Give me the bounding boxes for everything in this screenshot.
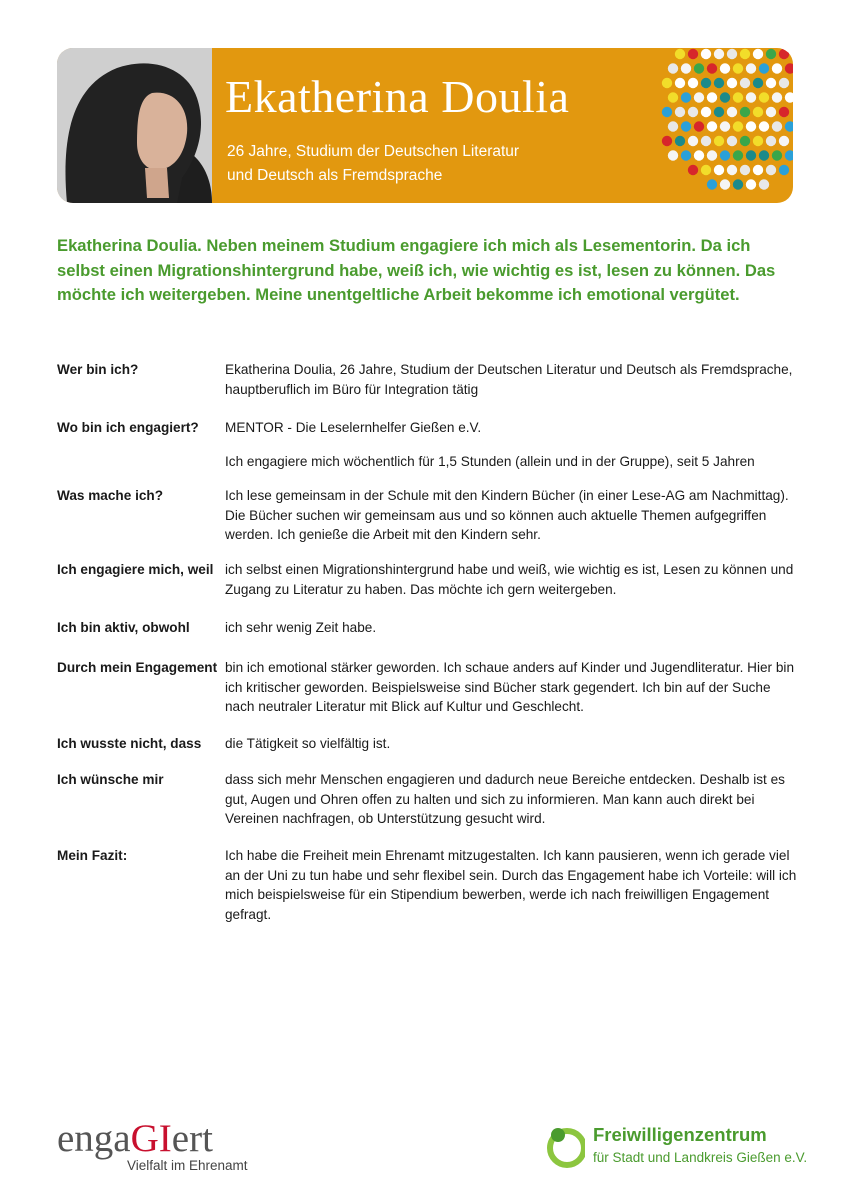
portrait-photo [57, 48, 212, 203]
pattern-dot [753, 107, 763, 117]
pattern-dot [740, 165, 750, 175]
pattern-dot [675, 49, 685, 59]
pattern-dot [707, 121, 717, 131]
pattern-dot [779, 107, 789, 117]
row-text [225, 734, 797, 754]
pattern-dot [662, 107, 672, 117]
pattern-dot [785, 150, 793, 160]
pattern-dot [740, 136, 750, 146]
pattern-dot [688, 165, 698, 175]
row-label: Ich wusste nicht, dass [57, 736, 202, 751]
row-paragraph: Ich lese gemeinsam in der Schule mit den Kindern Bücher (in einer Lese-AG am Nachmittag). Die Bücher suchen wir gemeinsam aus und so können auch aktuelle Themen aufgegriffen werden. Ich genieße die Arbeit mit den Kindern sehr. [225, 488, 789, 542]
pattern-dot [694, 121, 704, 131]
pattern-dot [714, 165, 724, 175]
row-paragraph: MENTOR - Die Leselernhelfer Gießen e.V. [225, 420, 482, 435]
pattern-dot [707, 150, 717, 160]
page-title: Ekatherina Doulia [225, 71, 570, 122]
subtitle-line-1: 26 Jahre, Studium der Deutschen Literatur [227, 143, 520, 160]
header-banner [57, 48, 793, 203]
pattern-dot [727, 107, 737, 117]
pattern-dot [681, 63, 691, 73]
pattern-dot [733, 179, 743, 189]
pattern-dot [707, 63, 717, 73]
pattern-dot [753, 78, 763, 88]
row-paragraph: Ich habe die Freiheit mein Ehrenamt mitzugestalten. Ich kann pausieren, wenn ich gerade viel an der Uni zu tun habe und sehr flexibel sein. Durch das Engagement habe ich Vorteile: will ich mich beispielsweise für ein Stipendium bewerben, werde ich nach freiwilligen Engagement gefragt. [225, 848, 797, 922]
pattern-dot [720, 150, 730, 160]
pattern-dot [746, 150, 756, 160]
row-text [225, 560, 797, 599]
pattern-dot [772, 150, 782, 160]
pattern-dot [720, 63, 730, 73]
pattern-dot [779, 136, 789, 146]
pattern-dot [668, 92, 678, 102]
pattern-dot [668, 121, 678, 131]
row-text [225, 360, 797, 399]
pattern-dot [688, 136, 698, 146]
pattern-dot [759, 179, 769, 189]
row-text [225, 418, 797, 471]
pattern-dot [681, 121, 691, 131]
pattern-dot [701, 49, 711, 59]
pattern-dot [740, 49, 750, 59]
pattern-dot [720, 92, 730, 102]
pattern-dot [753, 136, 763, 146]
pattern-dot [720, 121, 730, 131]
row-text [225, 770, 797, 829]
row-paragraph: Ekatherina Doulia, 26 Jahre, Studium der Deutschen Literatur und Deutsch als Fremdsprache, hauptberuflich im Büro für Integration tätig [225, 362, 793, 397]
pattern-dot [740, 78, 750, 88]
row-label: Wo bin ich engagiert? [57, 420, 199, 435]
pattern-dot [746, 63, 756, 73]
pattern-dot [694, 92, 704, 102]
engagiert-wordmark: engaGIert [57, 1117, 213, 1160]
pattern-dot [733, 92, 743, 102]
row-paragraph: dass sich mehr Menschen engagieren und dadurch neue Bereiche entdecken. Deshalb ist es gut, Augen und Ohren offen zu halten und sich zu informieren. Man kann auch direkt bei Vereinen nachfragen, ob Unterstützung gesucht wird. [225, 772, 785, 826]
row-paragraph: bin ich emotional stärker geworden. Ich schaue anders auf Kinder und Jugendliteratur. Hier bin ich kritischer geworden. Beispielsweise sind Bücher stark gegendert. Ich bin auf der Suche nach neutraler Literatur mit Blick auf Kultur und Geschlecht. [225, 660, 795, 714]
pattern-dot [779, 78, 789, 88]
pattern-dot [733, 121, 743, 131]
row-text [225, 486, 797, 545]
pattern-dot [753, 49, 763, 59]
pattern-dot [714, 107, 724, 117]
pattern-dot [772, 121, 782, 131]
row-label: Was mache ich? [57, 488, 164, 503]
pattern-dot [701, 136, 711, 146]
pattern-dot [714, 78, 724, 88]
header-subtitle [227, 140, 519, 188]
pattern-dot [753, 165, 763, 175]
pattern-dot [740, 107, 750, 117]
pattern-dot [681, 150, 691, 160]
pattern-dot [759, 121, 769, 131]
row-label: Ich bin aktiv, obwohl [57, 620, 190, 635]
pattern-dot [727, 165, 737, 175]
pattern-dot [668, 150, 678, 160]
engagiert-tagline: Vielfalt im Ehrenamt [127, 1158, 248, 1173]
pattern-dot [714, 49, 724, 59]
intro-statement: Ekatherina Doulia. Neben meinem Studium engagiere ich mich als Lesementorin. Da ich selbst einen Migrationshintergrund habe, weiß ich, wie wichtig es ist, lesen zu können. Das möchte ich weitergeben. Meine unentgeltliche Arbeit bekomme ich emotional vergütet. [57, 236, 776, 304]
pattern-dot [694, 63, 704, 73]
pattern-dot [694, 150, 704, 160]
decorative-dots-icon [657, 48, 793, 203]
row-paragraph: die Tätigkeit so vielfältig ist. [225, 736, 391, 751]
pattern-dot [766, 49, 776, 59]
pattern-dot [766, 78, 776, 88]
pattern-dot [746, 121, 756, 131]
row-label: Ich engagiere mich, weil [57, 562, 214, 577]
pattern-dot [785, 121, 793, 131]
row-text [225, 658, 797, 717]
pattern-dot [727, 78, 737, 88]
pattern-dot [714, 136, 724, 146]
row-paragraph: Ich engagiere mich wöchentlich für 1,5 Stunden (allein und in der Gruppe), seit 5 Jahren [225, 453, 755, 469]
pattern-dot [668, 63, 678, 73]
row-text [225, 618, 797, 638]
pattern-dot [766, 107, 776, 117]
pattern-dot [701, 165, 711, 175]
pattern-dot [779, 49, 789, 59]
row-label: Wer bin ich? [57, 362, 139, 377]
pattern-dot [662, 78, 672, 88]
freiwilligenzentrum-name: Freiwilligenzentrum [593, 1124, 767, 1145]
pattern-dot [759, 150, 769, 160]
pattern-dot [733, 150, 743, 160]
pattern-dot [675, 136, 685, 146]
pattern-dot [779, 165, 789, 175]
row-paragraph: ich sehr wenig Zeit habe. [225, 620, 377, 635]
pattern-dot [785, 92, 793, 102]
subtitle-line-2: und Deutsch als Fremdsprache [227, 167, 443, 184]
row-label: Mein Fazit: [57, 848, 128, 863]
pattern-dot [733, 63, 743, 73]
pattern-dot [772, 92, 782, 102]
pattern-dot [766, 165, 776, 175]
pattern-dot [720, 179, 730, 189]
row-paragraph: ich selbst einen Migrationshintergrund habe und weiß, wie wichtig es ist, Lesen zu können und Zugang zu Literatur zu haben. Das möchte ich gern weitergeben. [225, 562, 794, 597]
pattern-dot [701, 107, 711, 117]
pattern-dot [766, 136, 776, 146]
pattern-dot [727, 49, 737, 59]
pattern-dot [746, 179, 756, 189]
pattern-dot [688, 107, 698, 117]
pattern-dot [675, 107, 685, 117]
row-label: Ich wünsche mir [57, 772, 164, 787]
pattern-dot [688, 49, 698, 59]
freiwilligenzentrum-subtitle: für Stadt und Landkreis Gießen e.V. [593, 1150, 808, 1165]
pattern-dot [707, 179, 717, 189]
pattern-dot [707, 92, 717, 102]
pattern-dot [662, 136, 672, 146]
engagiert-logo [57, 1118, 248, 1173]
pattern-dot [785, 63, 793, 73]
pattern-dot [759, 92, 769, 102]
pattern-dot [701, 78, 711, 88]
row-text [225, 846, 797, 924]
row-label: Durch mein Engagement [57, 660, 218, 675]
pattern-dot [772, 63, 782, 73]
pattern-dot [746, 92, 756, 102]
pattern-dot [727, 136, 737, 146]
freiwilligenzentrum-emblem-icon [545, 1124, 585, 1168]
pattern-dot [759, 63, 769, 73]
pattern-dot [681, 92, 691, 102]
pattern-dot [675, 78, 685, 88]
pattern-dot [688, 78, 698, 88]
